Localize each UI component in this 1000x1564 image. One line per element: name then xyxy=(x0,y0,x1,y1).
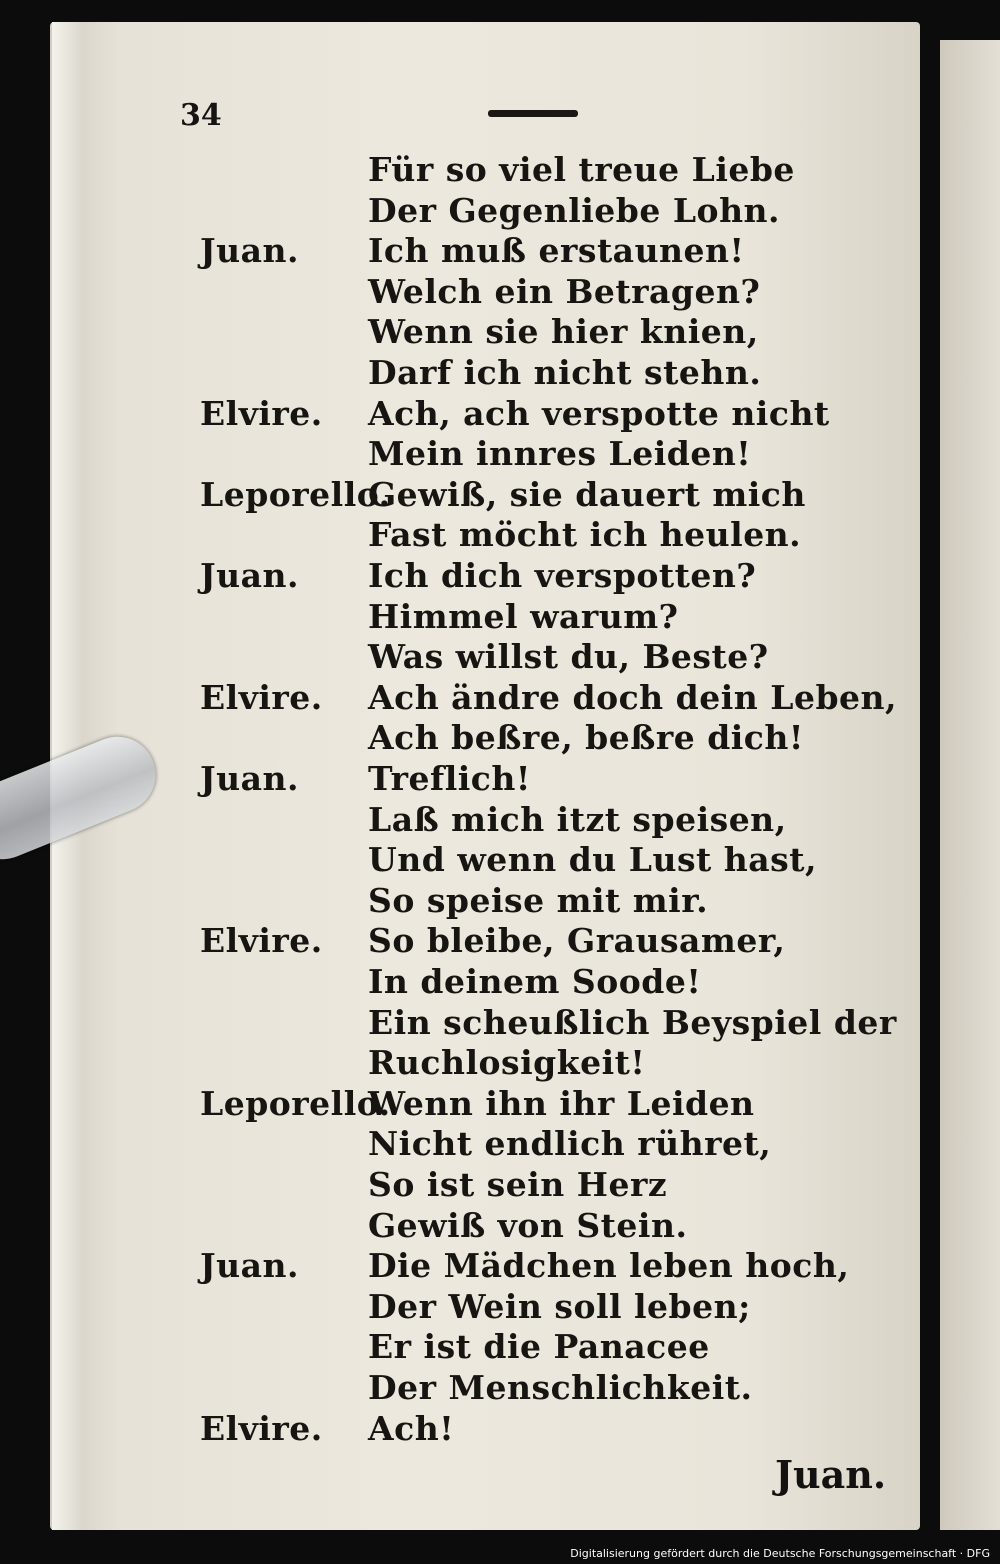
verse-line: Laß mich itzt speisen, xyxy=(368,800,787,839)
verse-line: Nicht endlich rühret, xyxy=(368,1124,772,1163)
verse-line: Ach! xyxy=(368,1409,455,1448)
speaker-name: Juan. xyxy=(200,556,299,595)
verse-line: Der Wein soll leben; xyxy=(368,1287,751,1326)
verse-line: In deinem Soode! xyxy=(368,962,702,1001)
verse-line: Gewiß von Stein. xyxy=(368,1206,688,1245)
verse-line: Ach beßre, beßre dich! xyxy=(368,718,804,757)
verse-line: Mein innres Leiden! xyxy=(368,434,752,473)
verse-line: Ein scheußlich Beyspiel der xyxy=(368,1003,897,1042)
verse-line: Gewiß, sie dauert mich xyxy=(368,475,806,514)
verse-line: Die Mädchen leben hoch, xyxy=(368,1246,850,1285)
speaker-name: Leporello. xyxy=(200,475,391,514)
verse-line: Für so viel treue Liebe xyxy=(368,150,795,189)
speaker-name: Elvire. xyxy=(200,921,323,960)
page-number: 34 xyxy=(180,98,222,133)
verse-line: Darf ich nicht stehn. xyxy=(368,353,762,392)
footer-credit: Digitalisierung gefördert durch die Deutsche Forschungsgemeinschaft · DFG xyxy=(570,1547,990,1560)
facing-page-edge xyxy=(940,40,1000,1530)
verse-line: Wenn ihn ihr Leiden xyxy=(368,1084,755,1123)
verse-line: Er ist die Panacee xyxy=(368,1327,710,1366)
verse-line: Ach, ach verspotte nicht xyxy=(368,394,830,433)
verse-line: Ich dich verspotten? xyxy=(368,556,757,595)
speaker-name: Juan. xyxy=(200,1246,299,1285)
verse-line: Ich muß erstaunen! xyxy=(368,231,745,270)
verse-line: Himmel warum? xyxy=(368,597,679,636)
verse-line: Treflich! xyxy=(368,759,531,798)
verse-line: Ach ändre doch dein Leben, xyxy=(368,678,897,717)
speaker-name: Juan. xyxy=(200,759,299,798)
verse-line: Was willst du, Beste? xyxy=(368,637,769,676)
catchword: Juan. xyxy=(775,1452,887,1497)
verse-line: Ruchlosigkeit! xyxy=(368,1043,646,1082)
verse-line: So bleibe, Grausamer, xyxy=(368,921,786,960)
speaker-name: Elvire. xyxy=(200,394,323,433)
verse-line: Wenn sie hier knien, xyxy=(368,312,759,351)
speaker-name: Juan. xyxy=(200,231,299,270)
verse-line: Welch ein Betragen? xyxy=(368,272,761,311)
header-rule xyxy=(488,110,578,117)
speaker-name: Leporello. xyxy=(200,1084,391,1123)
verse-line: So speise mit mir. xyxy=(368,881,709,920)
speaker-name: Elvire. xyxy=(200,678,323,717)
speaker-name: Elvire. xyxy=(200,1409,323,1448)
verse-line: Der Gegenliebe Lohn. xyxy=(368,191,781,230)
verse-line: So ist sein Herz xyxy=(368,1165,668,1204)
verse-line: Und wenn du Lust hast, xyxy=(368,840,817,879)
verse-line: Fast möcht ich heulen. xyxy=(368,515,802,554)
verse-line: Der Menschlichkeit. xyxy=(368,1368,753,1407)
